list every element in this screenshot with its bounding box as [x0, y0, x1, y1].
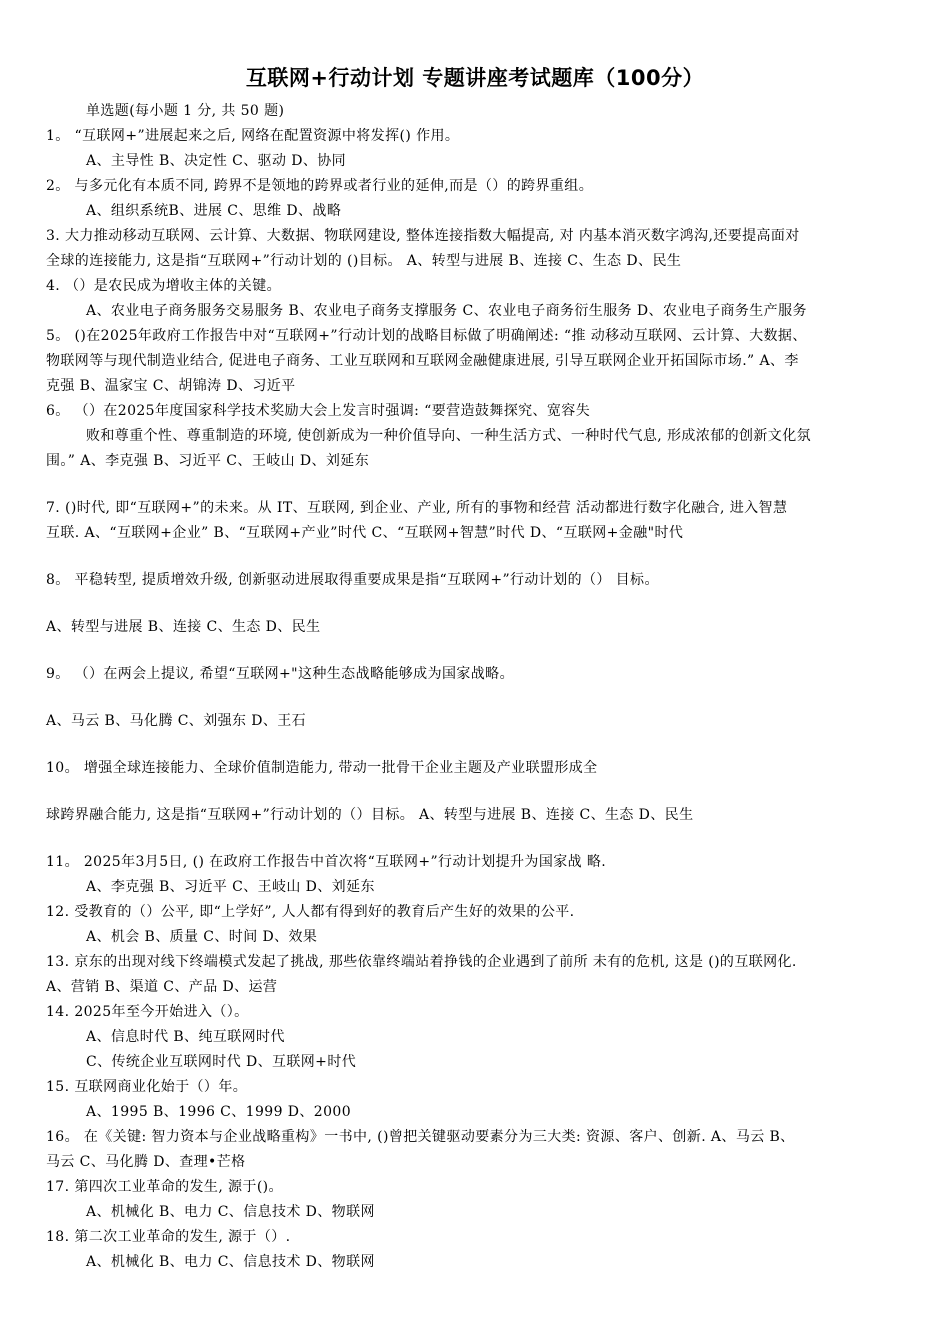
question-11: 11。 2025年3月5日, () 在政府工作报告中首次将“互联网+”行动计划提升为国家战 略. [46, 854, 607, 870]
question-8: 8。 平稳转型, 提质增效升级, 创新驱动进展取得重要成果是指“互联网+”行动计划的（） 目标。 [46, 572, 659, 588]
question-10-line-1: 10。 增强全球连接能力、全球价值制造能力, 带动一批骨干企业主题及产业联盟形成全 [46, 760, 598, 776]
question-15: 15. 互联网商业化始于（）年。 [46, 1079, 248, 1095]
question-14: 14. 2025年至今开始进入（）。 [46, 1004, 249, 1020]
question-2: 2。 与多元化有本质不同, 跨界不是领地的跨界或者行业的延伸,而是（）的跨界重组。 [46, 178, 594, 194]
section-heading: 单选题(每小题 1 分, 共 50 题) [86, 103, 285, 119]
options-1: A、主导性 B、决定性 C、驱动 D、协同 [86, 153, 347, 169]
options-15: A、1995 B、1996 C、1999 D、2000 [86, 1104, 352, 1120]
options-12: A、机会 B、质量 C、时间 D、效果 [86, 929, 318, 945]
options-2: A、组织系统B、进展 C、思维 D、战略 [86, 203, 342, 219]
question-18: 18. 第二次工业革命的发生, 源于（）. [46, 1229, 291, 1245]
question-6-line-2: 败和尊重个性、尊重制造的环境, 使创新成为一种价值导向、一种生活方式、一种时代气息, 形成浓郁的创新文化氛 [86, 428, 811, 444]
options-11: A、李克强 B、习近平 C、王岐山 D、刘延东 [86, 879, 375, 895]
document-title: 互联网+行动计划 专题讲座考试题库（100分） [245, 66, 705, 90]
question-5-line-2: 物联网等与现代制造业结合, 促进电子商务、工业互联网和互联网金融健康进展, 引导互联网企业开拓国际市场.” A、李 [46, 353, 799, 369]
question-7-line-2: 互联. A、“互联网+企业” B、“互联网+产业”时代 C、“互联网+智慧”时代 D、“互联网+金融"时代 [46, 525, 684, 541]
question-9: 9。 （）在两会上提议, 希望“互联网+"这种生态战略能够成为国家战略。 [46, 666, 514, 682]
options-8: A、转型与进展 B、连接 C、生态 D、民生 [46, 619, 321, 635]
question-10-line-2: 球跨界融合能力, 这是指“互联网+”行动计划的（）目标。 A、转型与进展 B、连接 C、生态 D、民生 [46, 807, 694, 823]
question-16-line-2: 马云 C、马化腾 D、查理•芒格 [46, 1154, 246, 1170]
question-6-line-1: 6。 （）在2025年度国家科学技术奖励大会上发言时强调: “要营造鼓舞探究、宽容失 [46, 403, 591, 419]
question-6-line-3: 围。” A、李克强 B、习近平 C、王岐山 D、刘延东 [46, 453, 370, 469]
question-17: 17. 第四次工业革命的发生, 源于()。 [46, 1179, 283, 1195]
question-5-line-1: 5。 ()在2025年政府工作报告中对“互联网+”行动计划的战略目标做了明确阐述: “推 动移动互联网、云计算、大数据、 [46, 328, 807, 344]
options-9: A、马云 B、马化腾 C、刘强东 D、王石 [46, 713, 307, 729]
options-13: A、营销 B、渠道 C、产品 D、运营 [46, 979, 278, 995]
question-7-line-1: 7. ()时代, 即“互联网+”的未来。从 IT、互联网, 到企业、产业, 所有的事物和经营 活动都进行数字化融合, 进入智慧 [46, 500, 788, 516]
options-18: A、机械化 B、电力 C、信息技术 D、物联网 [86, 1254, 375, 1270]
options-4: A、农业电子商务服务交易服务 B、农业电子商务支撑服务 C、农业电子商务衍生服务 D、农业电子商务生产服务 [86, 303, 807, 319]
question-4: 4. （）是农民成为增收主体的关键。 [46, 278, 282, 294]
options-17: A、机械化 B、电力 C、信息技术 D、物联网 [86, 1204, 375, 1220]
question-5-line-3: 克强 B、温家宝 C、胡锦涛 D、习近平 [46, 378, 296, 394]
question-1: 1。 “互联网+”进展起来之后, 网络在配置资源中将发挥() 作用。 [46, 128, 460, 144]
question-12: 12. 受教育的（）公平, 即“上学好”, 人人都有得到好的教育后产生好的效果的公平. [46, 904, 575, 920]
options-14-line-2: C、传统企业互联网时代 D、互联网+时代 [86, 1054, 357, 1070]
question-3-line-1: 3. 大力推动移动互联网、云计算、大数据、物联网建设, 整体连接指数大幅提高, 对 内基本消灭数字鸿沟,还要提高面对 [46, 228, 800, 244]
options-14-line-1: A、信息时代 B、纯互联网时代 [86, 1029, 285, 1045]
question-16-line-1: 16。 在《关键: 智力资本与企业战略重构》一书中, ()曾把关键驱动要素分为三大类: 资源、客户、创新. A、马云 B、 [46, 1129, 795, 1145]
question-3-line-2: 全球的连接能力, 这是指“互联网+”行动计划的 ()目标。 A、转型与进展 B、连接 C、生态 D、民生 [46, 253, 682, 269]
question-13: 13. 京东的出现对线下终端模式发起了挑战, 那些依靠终端站着挣钱的企业遇到了前所 未有的危机, 这是 ()的互联网化. [46, 954, 797, 970]
